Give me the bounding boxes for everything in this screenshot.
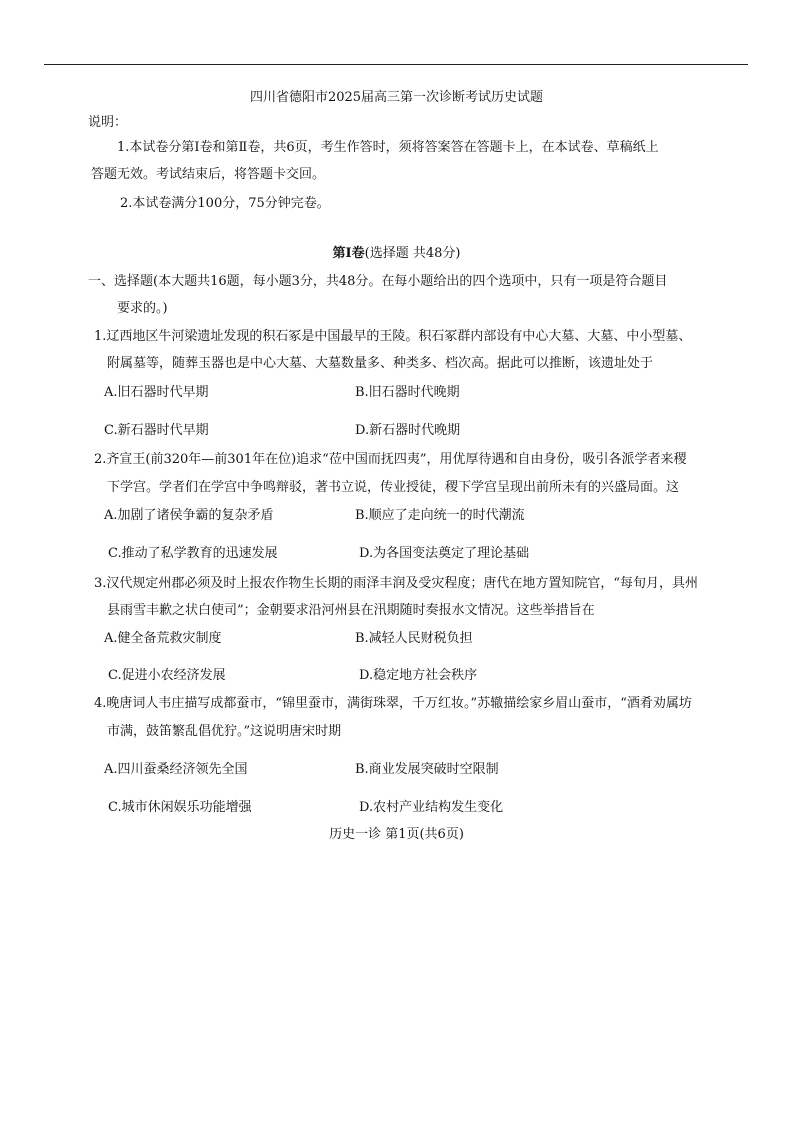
question-2-option-c: C.推动了私学教育的迅速发展 [108, 546, 278, 561]
question-1-option-c: C.新石器时代早期 [104, 423, 209, 438]
instruction-item-2: 2.本试卷满分100分，75分钟完卷。 [120, 196, 330, 211]
section-intro-line-1: 一、选择题(本大题共16题，每小题3分，共48分。在每小题给出的四个选项中，只有一项是符合题目 [88, 274, 668, 289]
question-4-option-c: C.城市休闲娱乐功能增强 [108, 800, 252, 815]
question-3-option-b: B.减轻人民财税负担 [355, 631, 473, 646]
question-4-option-a: A.四川蚕桑经济领先全国 [104, 762, 248, 777]
question-4-option-d: D.农村产业结构发生变化 [359, 800, 504, 815]
question-1-option-a: A.旧石器时代早期 [104, 385, 209, 400]
section-title-rest: (选择题 共48分) [364, 246, 461, 261]
question-3-option-c: C.促进小农经济发展 [108, 668, 226, 683]
page-footer: 历史一诊 第1页(共6页) [329, 827, 464, 842]
question-1-option-d: D.新石器时代晚期 [355, 423, 461, 438]
question-3-stem-line-1: 3.汉代规定州郡必须及时上报农作物生长期的雨泽丰润及受灾程度；唐代在地方置知院官，“每旬月，具州 [94, 576, 699, 591]
question-3-stem-line-2: 县雨雪丰歉之状白使司”；金朝要求沿河州县在汛期随时奏报水文情况。这些举措旨在 [107, 603, 595, 618]
section-title-bold: 第Ⅰ卷 [332, 246, 365, 261]
instruction-item-1-line-1: 1.本试卷分第Ⅰ卷和第Ⅱ卷，共6页，考生作答时，须将答案答在答题卡上，在本试卷、草稿纸上 [117, 140, 659, 155]
question-1-option-b: B.旧石器时代晚期 [355, 385, 460, 400]
section-intro-line-2: 要求的。) [117, 301, 168, 316]
question-2-stem-line-2: 下学宫。学者们在学宫中争鸣辩驳，著书立说，传业授徒，稷下学宫呈现出前所未有的兴盛局面。这 [107, 480, 680, 495]
exam-title: 四川省德阳市2025届高三第一次诊断考试历史试题 [249, 90, 544, 105]
question-2-stem-line-1: 2.齐宣王(前320年—前301年在位)追求“莅中国而抚四夷”，用优厚待遇和自由身份，吸引各派学者来稷 [94, 452, 687, 467]
question-2-option-a: A.加剧了诸侯争霸的复杂矛盾 [104, 508, 274, 523]
question-2-option-b: B.顺应了走向统一的时代潮流 [355, 508, 525, 523]
question-4-stem-line-1: 4.晚唐词人韦庄描写成都蚕市，“锦里蚕市，满街珠翠，千万红妆。”苏辙描绘家乡眉山蚕市，“酒肴劝属坊 [94, 696, 692, 711]
header-rule [44, 64, 748, 65]
instructions-label: 说明： [88, 115, 128, 130]
question-4-option-b: B.商业发展突破时空限制 [355, 762, 499, 777]
question-1-stem-line-2: 附属墓等，随葬玉器也是中心大墓、大墓数量多、种类多、档次高。据此可以推断，该遗址处于 [107, 356, 654, 371]
question-2-option-d: D.为各国变法奠定了理论基础 [359, 546, 530, 561]
question-4-stem-line-2: 市满，鼓笛繁乱倡优狞。”这说明唐宋时期 [107, 724, 342, 739]
question-3-option-a: A.健全备荒救灾制度 [104, 631, 222, 646]
instruction-item-1-line-2: 答题无效。考试结束后，将答题卡交回。 [91, 167, 326, 182]
section-title [0, 245, 793, 263]
question-3-option-d: D.稳定地方社会秩序 [359, 668, 478, 683]
question-1-stem-line-1: 1.辽西地区牛河梁遗址发现的积石冢是中国最早的王陵。积石冢群内部设有中心大墓、大墓、中小型墓、 [94, 329, 692, 344]
